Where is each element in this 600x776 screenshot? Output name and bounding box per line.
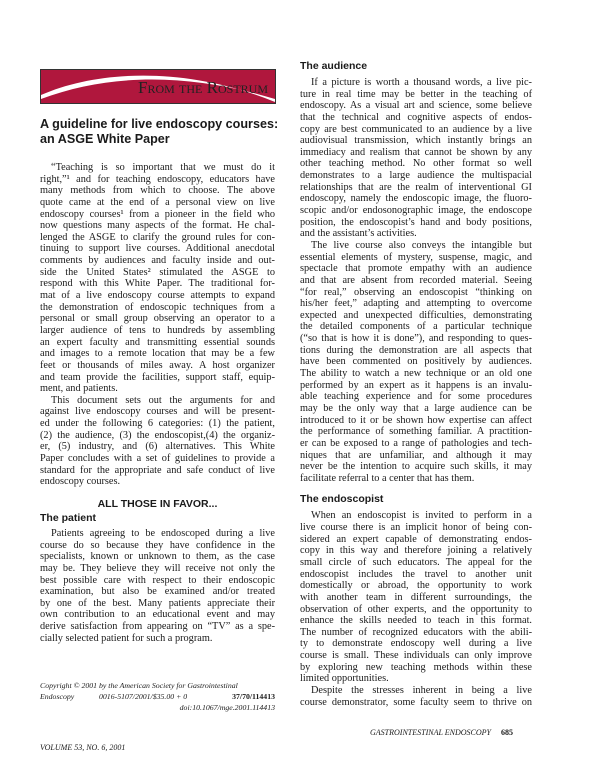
- text-line: enhance the skills needed to teach in this format.: [300, 615, 532, 627]
- text-line: Paper concludes with a set of guidelines to provide a: [40, 453, 275, 465]
- issn: 0016-5107/2001/$35.00 + 0: [99, 692, 188, 701]
- text-line: endoscopy courses.: [40, 476, 121, 488]
- text-line: immediacy and realism that cannot be shown by any: [300, 146, 532, 158]
- text-line: demonstrates to a large audience the multispacial: [300, 170, 532, 182]
- text-line: other teaching method. No other format so well: [300, 158, 532, 170]
- right-column: [300, 59, 532, 708]
- copyright-line: Copyright © 2001 by the American Society for Gastrointestinal: [40, 681, 238, 690]
- text-line: an expert faculty and transmitting essential sounds: [40, 336, 275, 348]
- text-line: that the technical and cognitive aspects of endos-: [300, 111, 532, 123]
- audience-paragraph-1: [300, 77, 532, 240]
- endoscopist-paragraph-1: [300, 510, 532, 685]
- text-line: niques that are unfamiliar, and although it may: [300, 449, 532, 461]
- text-line: tions during the demonstration are all aspects that: [300, 344, 532, 356]
- text-line: endoscopy, namely the endoscopic image, the fluoro-: [300, 193, 532, 205]
- page-number: 685: [500, 728, 513, 737]
- text-line: scopic and/or endosonographic image, the endoscope: [300, 205, 532, 217]
- text-line: The ability to watch a new technique or an old one: [300, 368, 532, 380]
- text-line: the performance of something familiar. A practition-: [300, 426, 532, 438]
- text-line: copy are best communicated to an audience by a live: [300, 123, 532, 135]
- text-line: able teaching experience and for some procedures: [300, 391, 532, 403]
- text-line: cially selected patient for such a program.: [40, 632, 213, 644]
- text-line: “for real,” observing an endoscopist “thinking on: [300, 286, 532, 298]
- article-title: [40, 117, 290, 147]
- copyright-journal: Endoscopy: [40, 692, 75, 701]
- text-line: This document sets out the arguments for and: [51, 394, 275, 406]
- title-line: an ASGE White Paper: [40, 132, 170, 146]
- text-line: the demonstration of endoscopic techniques from a: [40, 301, 275, 313]
- subheading-patient: The patient: [40, 511, 97, 524]
- text-line: quote came at the end of a personal view on live: [40, 196, 275, 208]
- text-line: ed under the following 6 categories: (1) the patient,: [40, 418, 275, 430]
- text-line: endoscopy. As a visual art and science, some believe: [300, 100, 532, 112]
- text-line: introduced to it or be shown how expertise can affect: [300, 414, 532, 426]
- text-line: own contribution to an educational event and may: [40, 609, 275, 621]
- endoscopist-paragraph-2: [300, 685, 532, 708]
- text-line: ture in real time may be better in the teaching of: [300, 88, 532, 100]
- text-line: relationships that are the realm of interventional GI: [300, 181, 532, 193]
- text-line: course do so because they have confidence in the: [40, 539, 275, 551]
- text-line: spectacle that promote empathy with an audience: [300, 263, 532, 275]
- text-line: expected and unexpected difficulties, demonstrating: [300, 309, 532, 321]
- text-line: never be the intention to acquire such skills, it may: [300, 461, 532, 473]
- text-line: and images to a remote location that may be a few: [40, 348, 275, 360]
- intro-paragraph: [40, 162, 275, 395]
- audience-paragraph-2: [300, 240, 532, 484]
- text-line: (“so that is how it is done”), and responding to ques-: [300, 333, 532, 345]
- text-line: essential elements of mystery, suspense, magic, and: [300, 251, 532, 263]
- text-line: best possible care with respect to their endoscopic: [40, 574, 275, 586]
- text-line: position, the endoscopist’s hand and body positions,: [300, 216, 532, 228]
- text-line: with another team in different surroundings, the: [300, 591, 532, 603]
- text-line: right,”¹ and for teaching endoscopy, educators have: [40, 173, 275, 185]
- text-line: audiovisual transmission, which instantly brings an: [300, 135, 532, 147]
- text-line: If a picture is worth a thousand words, a live pic-: [311, 77, 532, 88]
- text-line: tinuing to support live courses. Additional anecdotal: [40, 243, 275, 255]
- text-line: and team provide the facilities, support staff, equip-: [40, 371, 275, 383]
- text-line: the detailed components of a particular technique: [300, 321, 532, 333]
- text-line: endoscopist includes the travel to another unit: [300, 568, 532, 580]
- text-line: may be. They believe they will receive not only the: [40, 562, 275, 574]
- title-line: A guideline for live endoscopy courses:: [40, 117, 279, 131]
- text-line: Despite the stresses inherent in being a live: [311, 685, 532, 697]
- text-line: have been commented on positively by audiences.: [300, 356, 532, 368]
- text-line: and the assistant’s activities.: [300, 228, 417, 240]
- categories-paragraph: [40, 395, 275, 488]
- article-code: 37/70/114413: [232, 692, 275, 701]
- text-line: observation of other experts, and the opportunity to: [300, 603, 532, 615]
- text-line: When an endoscopist is invited to perform in a: [311, 510, 532, 522]
- text-line: er can be exposed to a range of pathologies and tech-: [300, 437, 532, 449]
- text-line: The live course also conveys the intangible but: [311, 239, 532, 251]
- text-line: respond with this White Paper. The traditional for-: [40, 278, 275, 290]
- subheading-audience: The audience: [300, 60, 368, 72]
- text-line: his/her feet,” adapting and attempting to overcome: [300, 298, 532, 310]
- text-line: course is small. These individuals can only improve: [300, 650, 532, 662]
- text-line: course demonstrator, some faculty seem to thrive on: [300, 696, 532, 708]
- patient-paragraph: [40, 528, 275, 644]
- text-line: facilitate referral to a center that has them.: [300, 472, 475, 484]
- left-column: [40, 162, 275, 644]
- subheading-endoscopist: The endoscopist: [300, 493, 384, 506]
- text-line: performed by an expert as it happens is an invalu-: [300, 379, 532, 391]
- text-line: live course there is an implicit honor of being con-: [300, 522, 532, 534]
- text-line: (2) the audience, (3) the endoscopist,(4) the organiz-: [40, 429, 275, 441]
- text-line: and that are absent from recorded material. Seeing: [300, 274, 532, 286]
- text-line: many methods from which to choose. The above: [40, 185, 275, 197]
- text-line: lenged the ASGE to clarify the ground rules for con-: [40, 231, 275, 243]
- from-the-rostrum-banner: [40, 69, 276, 104]
- doi: doi:10.1067/mge.2001.114413: [179, 703, 275, 712]
- text-line: sidered an expert capable of demonstrating endos-: [300, 533, 532, 545]
- text-line: side the United States² stimulated the ASGE to: [40, 266, 275, 278]
- copyright-block: [40, 680, 275, 713]
- text-line: may be the only way that a large audience can be: [300, 402, 532, 414]
- text-line: specialists, known or unknown to them, as the case: [40, 551, 275, 563]
- text-line: by one of the best. Many patients appreciate their: [40, 597, 275, 609]
- text-line: feet or thousands of miles away. A host organizer: [40, 359, 275, 371]
- text-line: against live endoscopy courses and will be present-: [40, 406, 275, 418]
- journal-name: GASTROINTESTINAL ENDOSCOPY: [370, 728, 491, 737]
- text-line: mat of a live endoscopy course attempts to expand: [40, 290, 275, 302]
- text-line: larger audience of tens to hundreds by assembling: [40, 324, 275, 336]
- text-line: “Teaching is so important that we must do it: [51, 162, 275, 173]
- text-line: ty to demonstrate endoscopy well during a live: [300, 638, 532, 650]
- journal-footer: [370, 728, 513, 737]
- text-line: ment, and patients.: [40, 383, 118, 395]
- text-line: domestically or abroad, the opportunity to work: [300, 580, 532, 592]
- text-line: small circle of such educators. The appeal for the: [300, 556, 532, 568]
- text-line: The number of recognized educators with the abili-: [300, 626, 532, 638]
- volume-footer: VOLUME 53, NO. 6, 2001: [40, 743, 126, 752]
- text-line: derive satisfaction from appearing on “TV” as a spe-: [40, 621, 275, 633]
- text-line: endoscopy courses¹ from a pioneer in the field who: [40, 208, 275, 220]
- text-line: comments by audiences and faculty inside and out-: [40, 255, 275, 267]
- text-line: limited opportunities.: [300, 673, 389, 685]
- text-line: standard for the appropriate and safe conduct of live: [40, 464, 275, 476]
- text-line: Patients agreeing to be endoscoped during a live: [51, 527, 275, 539]
- banner-title: From the Rostrum: [138, 78, 268, 97]
- text-line: by exploring new teaching methods within these: [300, 661, 532, 673]
- text-line: copy in this way and therefore joining a relatively: [300, 545, 532, 557]
- text-line: now questions many aspects of the format. He chal-: [40, 220, 275, 232]
- section-heading: ALL THOSE IN FAVOR...: [97, 497, 218, 510]
- text-line: personal or small group observing an operator to a: [40, 313, 275, 325]
- text-line: er, (5) industry, and (6) alternatives. This White: [40, 441, 275, 453]
- text-line: examination, but also be examined and/or treated: [40, 586, 275, 598]
